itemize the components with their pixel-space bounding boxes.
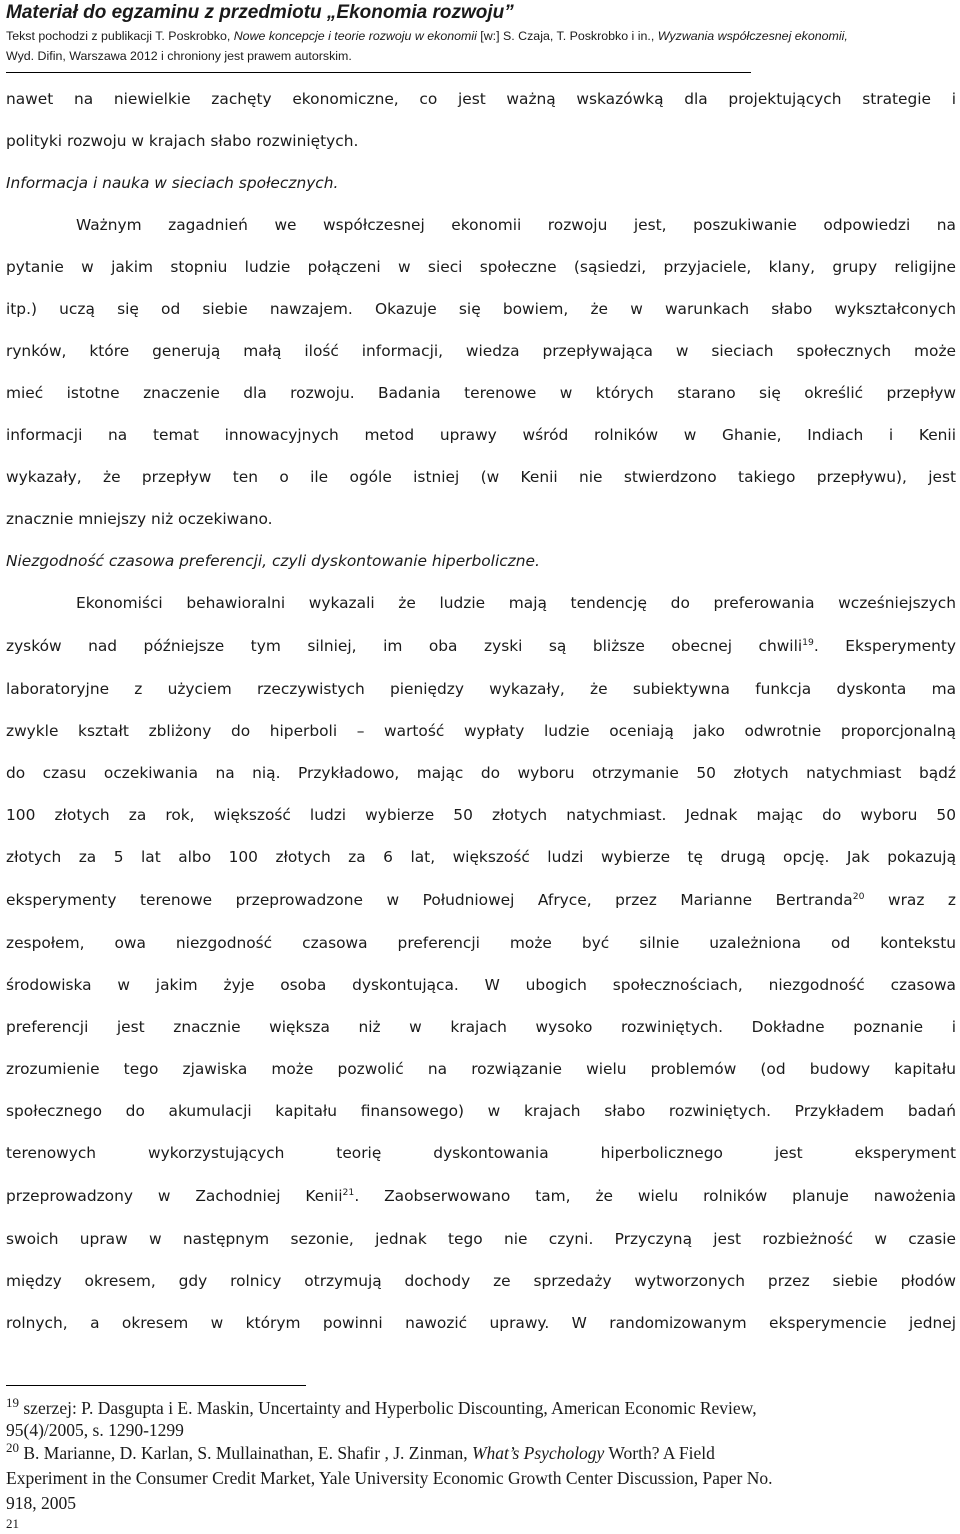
text-line: między okresem, gdy rolnicy otrzymują dochody ze sprzedaży wytworzonych przez siebie płodów	[6, 1272, 956, 1290]
text-line: zwykle kształt zbliżony do hiperboli – wartość wypłaty ludzie oceniają jako odwrotnie proporcjonalną	[6, 722, 956, 740]
footnote-title-italic: What’s Psychology	[471, 1443, 605, 1463]
text-segment: . Zaobserwowano tam, że wielu rolników planuje nawożenia	[354, 1187, 957, 1205]
section-heading-social-networks: Informacja i nauka w sieciach społecznych.	[6, 174, 339, 192]
text-line: znacznie mniejszy niż oczekiwano.	[6, 510, 273, 528]
text-line: rynków, które generują małą ilość informacji, wiedza przepływająca w sieciach społecznych może	[6, 342, 956, 360]
text-line-with-footnote	[6, 887, 956, 913]
text-line: do czasu oczekiwania na nią. Przykładowo, mając do wyboru otrzymanie 50 złotych natychmiast bądź	[6, 764, 956, 782]
text-line: środowiska w jakim żyje osoba dyskontująca. W ubogich społecznościach, niezgodność czasowa	[6, 976, 956, 994]
source-text-d: Wyzwania współczesnej ekonomii,	[657, 29, 848, 43]
footnote-ref-20: 20	[852, 890, 865, 902]
text-line: pytanie w jakim stopniu ludzie połączeni w sieci społeczne (sąsiedzi, przyjaciele, klany, grupy religijne	[6, 258, 956, 276]
text-segment: zysków nad późniejsze tym silniej, im oba zyski są bliższe obecnej chwili	[6, 637, 803, 655]
section-heading-hyperbolic-discounting: Niezgodność czasowa preferencji, czyli dyskontowanie hiperboliczne.	[6, 552, 540, 570]
source-text-line2: Wyd. Difin, Warszawa 2012 i chroniony jest prawem autorskim.	[6, 48, 352, 63]
text-line: informacji na temat innowacyjnych metod uprawy wśród rolników w Ghanie, Indiach i Kenii	[6, 426, 956, 444]
source-text-c: [w:] S. Czaja, T. Poskrobko i in.,	[476, 29, 658, 43]
text-line: preferencji jest znacznie większa niż w krajach wysoko rozwiniętych. Dokładne poznanie i	[6, 1018, 956, 1036]
footnote-19-cont: 95(4)/2005, s. 1290-1299	[6, 1420, 184, 1440]
text-line: społecznego do akumulacji kapitału finansowego) w krajach słabo rozwiniętych. Przykładem badań	[6, 1102, 956, 1120]
text-line: terenowych wykorzystujących teorię dyskontowania hiperbolicznego jest eksperyment	[6, 1144, 956, 1162]
text-line: nawet na niewielkie zachęty ekonomiczne, co jest ważną wskazówką dla projektujących strategie i	[6, 90, 956, 108]
text-segment: . Eksperymenty	[813, 637, 956, 655]
text-line: Ekonomiści behawioralni wykazali że ludzie mają tendencję do preferowania wcześniejszych	[76, 594, 956, 612]
text-line: zespołem, owa niezgodność czasowa preferencji może być silnie uzależniona od kontekstu	[6, 934, 956, 952]
footnote-text: szerzej: P. Dasgupta i E. Maskin, Uncertainty and Hyperbolic Discounting, American Economic Review,	[23, 1398, 757, 1418]
footnote-number: 19	[6, 1395, 19, 1411]
text-line: rolnych, a okresem w którym powinni nawozić uprawy. W randomizowanym eksperymencie jednej	[6, 1314, 956, 1332]
header-divider	[6, 72, 751, 73]
text-line: zrozumienie tego zjawiska może pozwolić na rozwiązanie wielu problemów (od budowy kapitału	[6, 1060, 956, 1078]
footnote-divider	[6, 1385, 306, 1386]
footnote-ref-21: 21	[342, 1186, 355, 1198]
text-line: 100 złotych za rok, większość ludzi wybierze 50 złotych natychmiast. Jednak mając do wyboru 50	[6, 806, 956, 824]
footnote-21-number: 21	[6, 1516, 19, 1531]
text-line: złotych za 5 lat albo 100 złotych za 6 lat, większość ludzi wybierze tę drugą opcję. Jak pokazują	[6, 848, 956, 866]
source-text-a: Tekst pochodzi z publikacji T. Poskrobko,	[6, 29, 234, 43]
header-source-note	[6, 27, 958, 66]
source-text-b: Nowe koncepcje i teorie rozwoju w ekonomii	[233, 29, 477, 43]
header-title: Materiał do egzaminu z przedmiotu „Ekonomia rozwoju”	[6, 2, 514, 23]
footnote-ref-19: 19	[802, 636, 814, 648]
footnote-text: Worth? A Field	[604, 1443, 715, 1463]
text-line: wykazały, że przepływ ten o ile ogóle istniej (w Kenii nie stwierdzono takiego przepływu), jest	[6, 468, 956, 486]
text-segment: wraz z	[864, 891, 957, 909]
text-line: mieć istotne znaczenie dla rozwoju. Badania terenowe w których starano się określić przepływ	[6, 384, 956, 402]
text-line: swoich upraw w następnym sezonie, jednak tego nie czyni. Przyczyną jest rozbieżność w czasie	[6, 1230, 956, 1248]
text-line: itp.) uczą się od siebie nawzajem. Okazuje się bowiem, że w warunkach słabo wykształconych	[6, 300, 956, 318]
text-line-with-footnote	[6, 633, 956, 659]
footnote-20-cont: Experiment in the Consumer Credit Market, Yale University Economic Growth Center Discussion, Paper No.	[6, 1468, 773, 1488]
footnote-20-cont: 918, 2005	[6, 1493, 76, 1513]
text-segment: przeprowadzony w Zachodniej Kenii	[6, 1187, 343, 1205]
footnote-number: 20	[6, 1440, 19, 1456]
text-line: polityki rozwoju w krajach słabo rozwiniętych.	[6, 132, 359, 150]
text-line-with-footnote	[6, 1183, 956, 1209]
text-segment: eksperymenty terenowe przeprowadzone w Południowej Afryce, przez Marianne Bertranda	[6, 891, 853, 909]
text-line: Ważnym zagadnień we współczesnej ekonomii rozwoju jest, poszukiwanie odpowiedzi na	[76, 216, 956, 234]
text-line: laboratoryjne z użyciem rzeczywistych pieniędzy wykazały, że subiektywna funkcja dyskonta ma	[6, 680, 956, 698]
footnote-19	[6, 1395, 956, 1419]
footnote-text: B. Marianne, D. Karlan, S. Mullainathan, E. Shafir , J. Zinman,	[23, 1443, 472, 1463]
footnote-20	[6, 1440, 956, 1464]
